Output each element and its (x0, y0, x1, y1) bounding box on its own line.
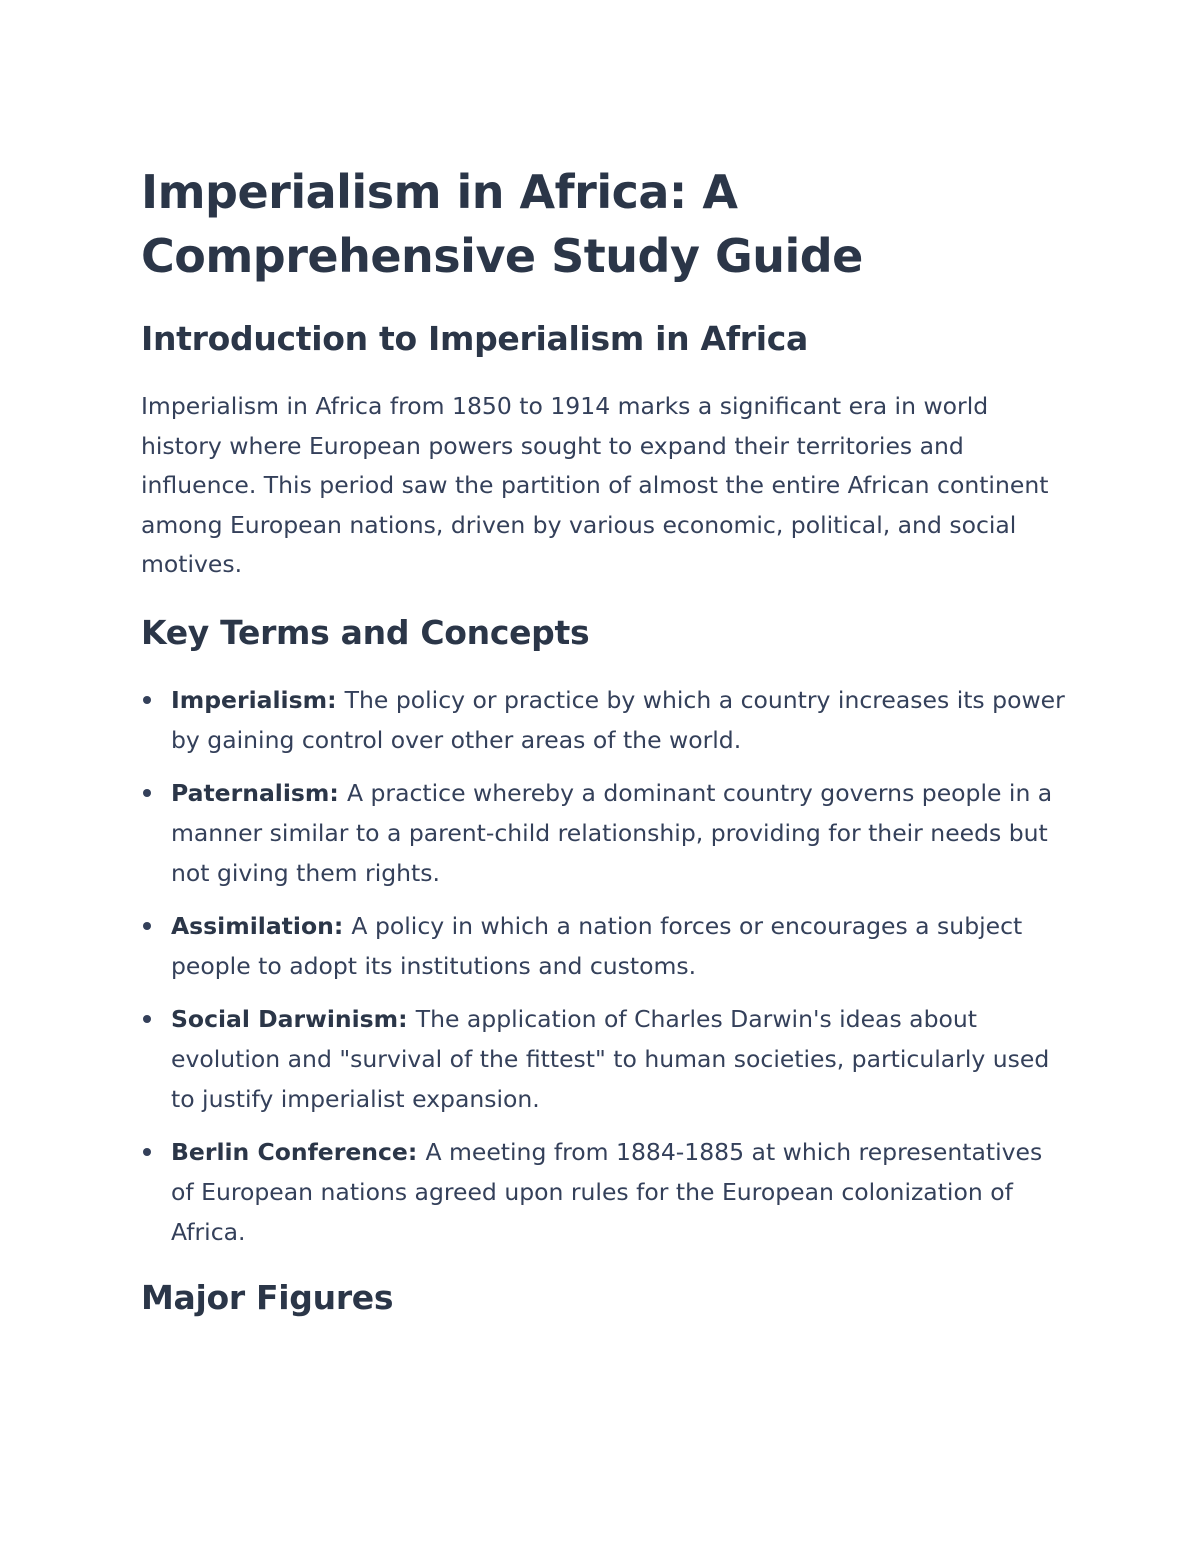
list-item (141, 773, 1066, 893)
list-item (141, 1132, 1066, 1252)
term-definition: A meeting from 1884-1885 at which representatives of European nations agreed upon rules for the European colonization of Africa. (171, 1138, 1043, 1246)
term-label: Assimilation: (171, 912, 352, 940)
section-heading-introduction: Introduction to Imperialism in Africa (141, 319, 809, 358)
term-definition: The application of Charles Darwin's ideas about evolution and "survival of the fittest" to human societies, particularly used to justify imperialist expansion. (171, 1005, 1050, 1113)
section-heading-key-terms: Key Terms and Concepts (141, 613, 590, 652)
term-label: Paternalism: (171, 779, 347, 807)
term-definition: The policy or practice by which a country increases its power by gaining control over other areas of the world. (171, 686, 1065, 754)
bullet-icon (143, 789, 151, 797)
list-item (141, 906, 1066, 986)
term-label: Berlin Conference: (171, 1138, 426, 1166)
introduction-paragraph: Imperialism in Africa from 1850 to 1914 marks a significant era in world history where European powers sought to expand their territories and influence. This period saw the partition of almost the entire African continent among European nations, driven by various economic, political, and social motives. (141, 392, 1049, 579)
key-terms-list (141, 680, 1066, 1265)
section-heading-major-figures: Major Figures (141, 1278, 394, 1317)
bullet-icon (143, 1148, 151, 1156)
bullet-icon (143, 1015, 151, 1023)
term-definition: A practice whereby a dominant country governs people in a manner similar to a parent-child relationship, providing for their needs but not giving them rights. (171, 779, 1053, 887)
term-label: Imperialism: (171, 686, 345, 714)
list-item (141, 999, 1066, 1119)
list-item (141, 680, 1066, 760)
term-label: Social Darwinism: (171, 1005, 416, 1033)
document-title: Imperialism in Africa: A Comprehensive Study Guide (141, 165, 863, 283)
bullet-icon (143, 922, 151, 930)
term-definition: A policy in which a nation forces or encourages a subject people to adopt its institutions and customs. (171, 912, 1023, 980)
bullet-icon (143, 696, 151, 704)
